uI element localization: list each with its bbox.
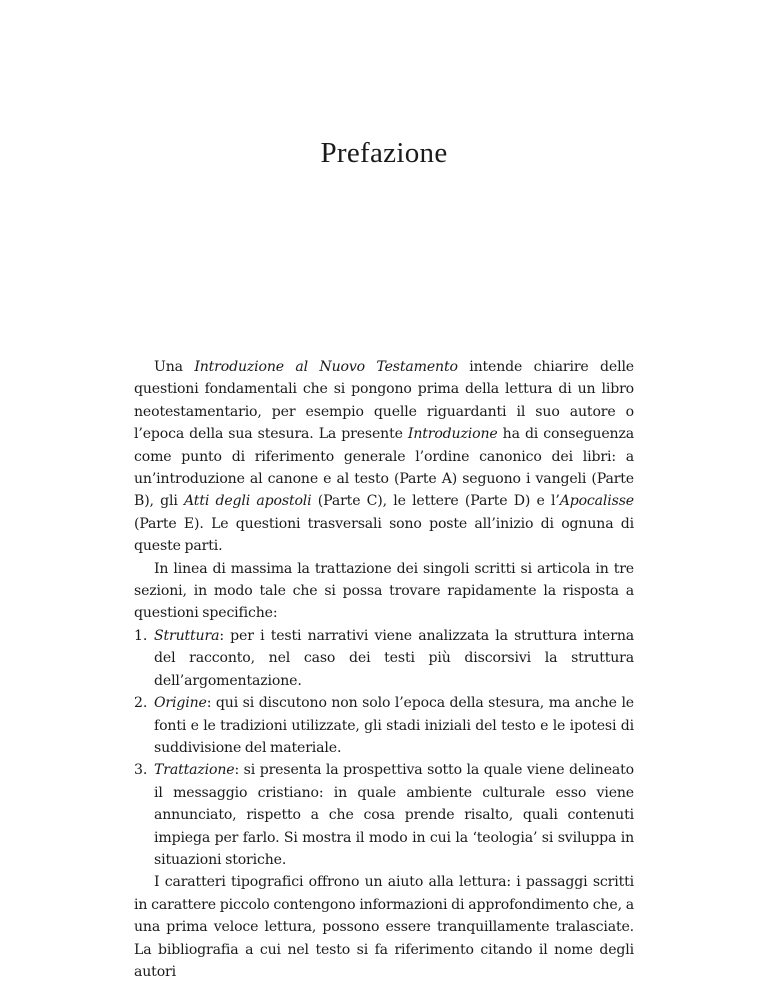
list-item (134, 625, 634, 692)
intro-text-5: (Parte E). Le questioni trasversali sono poste all’inizio di ognuna di queste parti. (134, 515, 634, 555)
intro-text-2: intende chiarire delle questioni fondamentali che si pongono prima della lettura di un libro neotestamentario, per esempio quelle riguardanti il suo autore o l’epoca della sua stesura. La presente (134, 359, 635, 443)
intro-text-4: (Parte C), le lettere (Parte D) e l’ (311, 493, 560, 510)
list-item-text: : qui si discutono non solo l’epoca della stesura, ma anche le fonti e le tradizioni utilizzate, gli stadi iniziali del testo e le ipotesi di suddivisione del materiale. (154, 695, 634, 756)
list-item-term: Struttura (154, 627, 220, 644)
intro-italic-introduzione: Introduzione (407, 426, 498, 443)
page-title: Prefazione (320, 137, 448, 169)
intro-italic-apocalisse: Apocalisse (559, 493, 634, 510)
section-list (134, 625, 634, 871)
list-item-term: Origine (154, 695, 207, 712)
list-item (134, 692, 634, 759)
list-item-text: : per i testi narrativi viene analizzata la struttura interna del racconto, nel caso dei testi più discorsivi la struttura dell’argomentazione. (154, 627, 634, 689)
list-item-term: Trattazione (154, 762, 235, 779)
intro-italic-atti: Atti degli apostoli (184, 493, 312, 510)
list-item-number: 3. (134, 762, 148, 779)
list-item (134, 759, 634, 871)
paragraph-intro (134, 356, 634, 558)
paragraph-typography: I caratteri tipografici offrono un aiuto alla lettura: i passaggi scritti in carattere piccolo contengono informazioni di approfondimento che, a una prima veloce lettura, possono essere tranquillamente tralasciate. La bibliografia a cui nel testo si fa riferimento citando il nome degli autori (134, 874, 634, 980)
intro-italic-title: Introduzione al Nuovo Testamento (194, 359, 458, 375)
list-item-text: : si presenta la prospettiva sotto la quale viene delineato il messaggio cristiano: in quale ambiente culturale esso viene annunciato, rispetto a che cosa prende risalto, quali contenuti impiega per farlo. Si mostra il modo in cui la ‘teologia’ si sviluppa in situazioni storiche. (154, 762, 634, 868)
intro-text-3: ha di conseguenza come punto di riferimento generale l’ordine canonico dei libri: a un’introduzione al canone e al testo (Parte A) seguono i vangeli (Parte B), gli (134, 426, 634, 510)
list-item-number: 1. (134, 627, 148, 644)
intro-text-1: Una (154, 359, 195, 375)
body-text (134, 356, 634, 983)
list-item-number: 2. (134, 695, 148, 712)
paragraph-structure: In linea di massima la trattazione dei singoli scritti si articola in tre sezioni, in modo tale che si possa trovare rapidamente la risposta a questioni specifiche: (134, 560, 634, 622)
